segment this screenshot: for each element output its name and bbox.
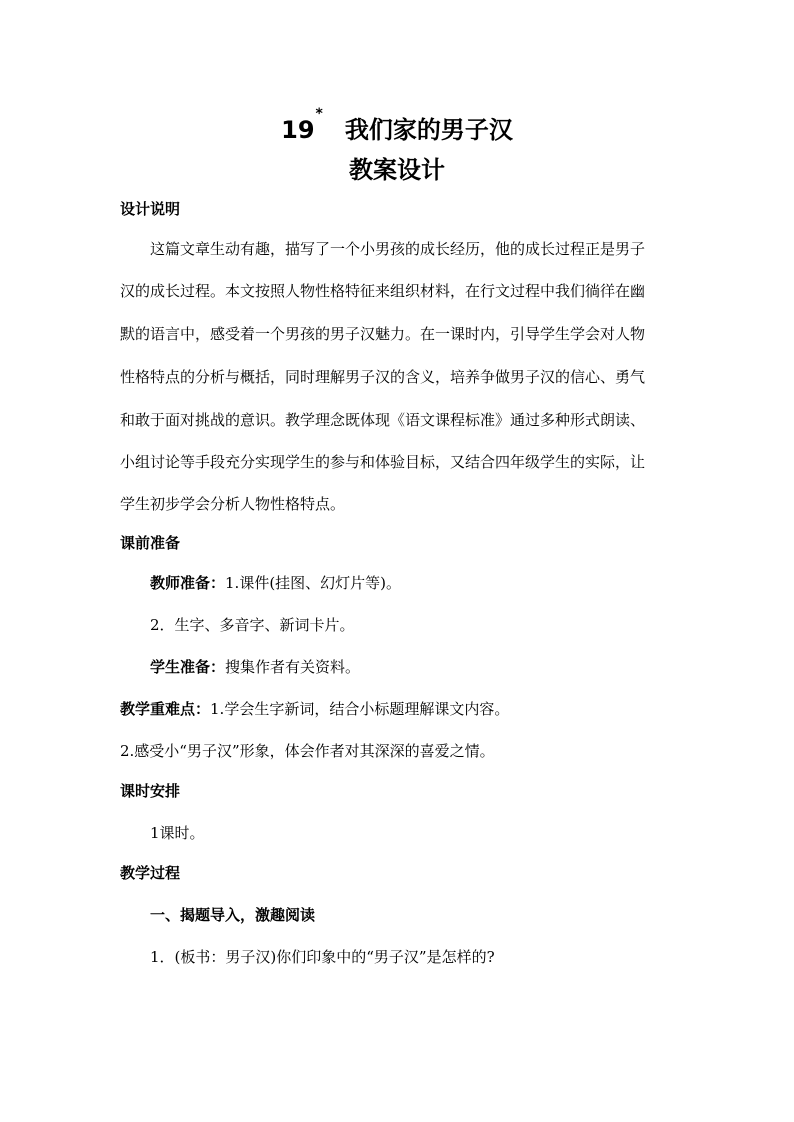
- design-line: 汉的成长过程。本文按照人物性格特征来组织材料，在行文过程中我们徜徉在幽: [120, 282, 646, 300]
- lesson-number: 19*: [281, 106, 323, 144]
- teacher-prep: [150, 572, 401, 593]
- schedule-text: 1课时。: [150, 824, 205, 842]
- process-question1: 1．(板书：男子汉)你们印象中的“男子汉”是怎样的?: [150, 948, 495, 966]
- student-prep-item: 搜集作者有关资料。: [225, 658, 361, 676]
- lesson-subtitle: 教案设计: [349, 156, 445, 184]
- key-points-item1: 1.学会生字新词，结合小标题理解课文内容。: [210, 700, 510, 718]
- teacher-prep-item: 1.课件(挂图、幻灯片等)。: [225, 574, 402, 592]
- lesson-title: [0, 106, 794, 145]
- student-prep-label: 学生准备：: [150, 658, 226, 676]
- process-heading: 教学过程: [120, 864, 181, 882]
- key-points-item2: 2.感受小“男子汉”形象，体会作者对其深深的喜爱之情。: [120, 742, 495, 760]
- design-line: 小组讨论等手段充分实现学生的参与和体验目标，又结合四年级学生的实际，让: [120, 453, 646, 471]
- teacher-prep-label: 教师准备：: [150, 574, 226, 592]
- key-points-label: 教学重难点：: [120, 700, 211, 718]
- design-line: 性格特点的分析与概括，同时理解男子汉的含义，培养争做男子汉的信心、勇气: [120, 368, 646, 386]
- star-mark: *: [315, 106, 323, 122]
- lesson-title-text: 我们家的男子汉: [344, 116, 513, 144]
- design-line: 学生初步学会分析人物性格特点。: [120, 495, 346, 513]
- process-step1: 一、揭题导入，激趣阅读: [150, 906, 316, 924]
- design-heading: 设计说明: [120, 200, 181, 218]
- design-line: 这篇文章生动有趣，描写了一个小男孩的成长经历，他的成长过程正是男子: [150, 240, 646, 258]
- key-points: [120, 698, 509, 719]
- design-line: 默的语言中，感受着一个男孩的男子汉魅力。在一课时内，引导学生学会对人物: [120, 325, 646, 343]
- schedule-heading: 课时安排: [120, 782, 181, 800]
- student-prep: [150, 656, 360, 677]
- design-line: 和敢于面对挑战的意识。教学理念既体现《语文课程标准》通过多种形式朗读、: [120, 411, 646, 429]
- teacher-prep-item2: 2．生字、多音字、新词卡片。: [150, 616, 355, 634]
- prep-heading: 课前准备: [120, 534, 181, 552]
